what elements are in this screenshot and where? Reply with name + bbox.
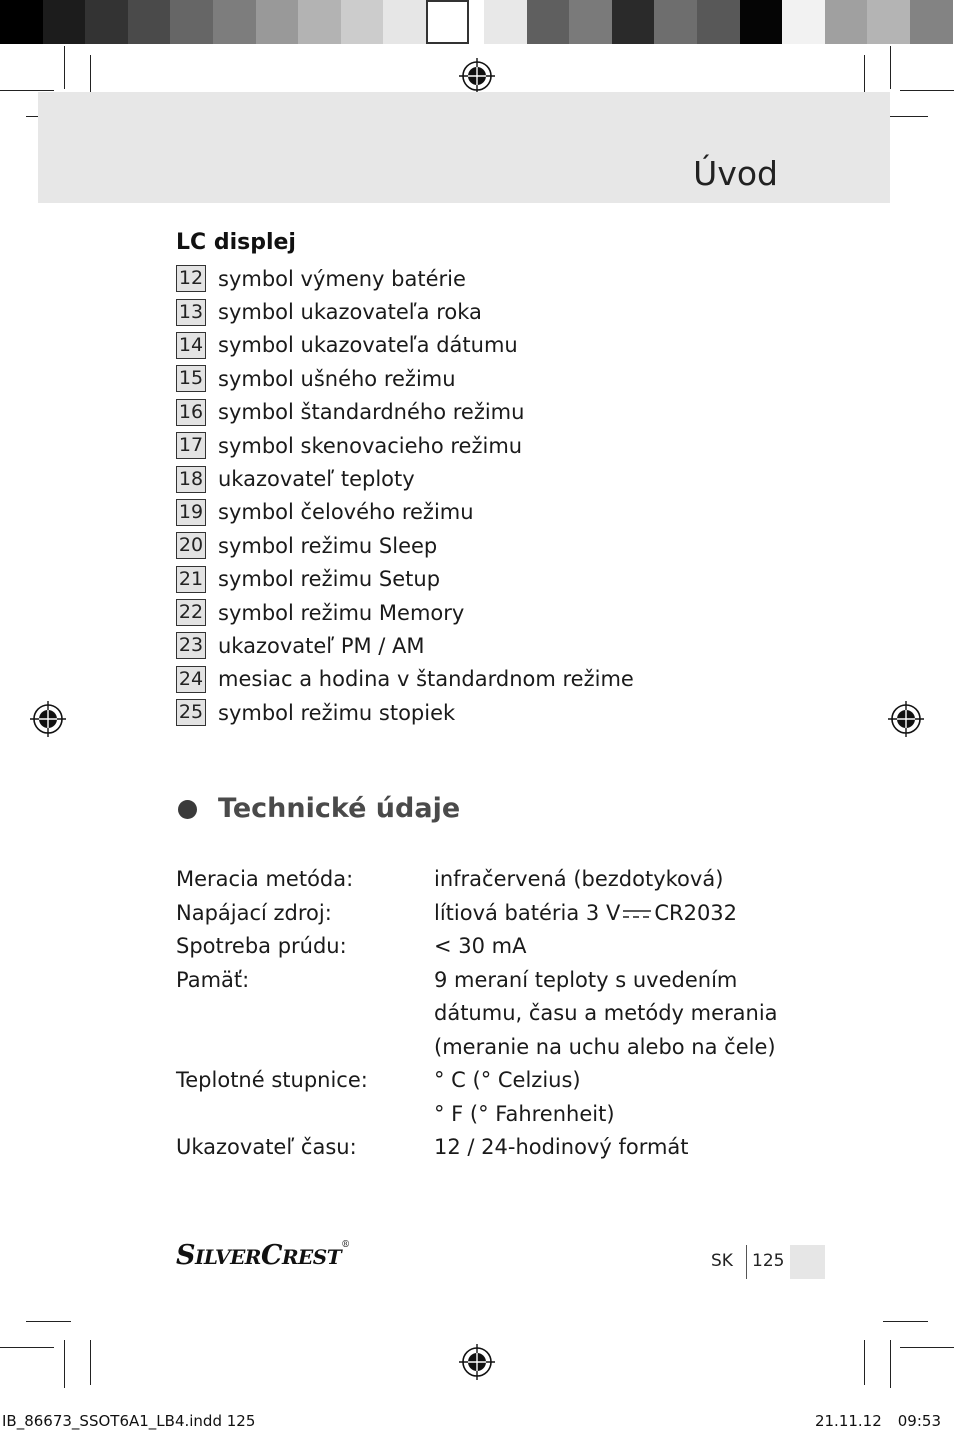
language-code: SK bbox=[711, 1251, 733, 1271]
brand-letters: ILVER bbox=[195, 1245, 261, 1269]
dc-current-icon bbox=[622, 908, 652, 920]
crop-mark bbox=[900, 1347, 954, 1348]
color-swatch bbox=[85, 0, 128, 44]
item-label: symbol skenovacieho režimu bbox=[218, 433, 523, 458]
item-label: ukazovateľ teploty bbox=[218, 467, 415, 492]
lc-list-item bbox=[176, 563, 634, 596]
color-swatch bbox=[697, 0, 740, 44]
lc-list-item bbox=[176, 629, 634, 662]
lc-list-item bbox=[176, 262, 634, 295]
spec-row bbox=[176, 1064, 816, 1131]
color-swatch bbox=[612, 0, 655, 44]
crop-mark bbox=[0, 1347, 54, 1348]
color-swatch bbox=[128, 0, 171, 44]
spec-label: Meracia metóda: bbox=[176, 867, 354, 891]
color-swatch bbox=[426, 0, 469, 44]
spec-label: Ukazovateľ času: bbox=[176, 1135, 357, 1159]
brand-letter: C bbox=[260, 1240, 282, 1271]
spec-value-line: dátumu, času a metódy merania bbox=[434, 1001, 778, 1025]
crop-mark bbox=[26, 1321, 71, 1322]
spec-value-line: ° F (° Fahrenheit) bbox=[434, 1101, 615, 1126]
item-number-box: 13 bbox=[176, 299, 206, 326]
spec-value-part: lítiová batéria 3 V bbox=[434, 900, 621, 925]
lc-list-item bbox=[176, 396, 634, 429]
slug-timestamp bbox=[799, 1412, 941, 1430]
item-label: symbol ušného režimu bbox=[218, 366, 456, 391]
crop-mark bbox=[0, 90, 54, 91]
lc-list-item bbox=[176, 696, 634, 729]
color-swatch bbox=[256, 0, 299, 44]
item-label: mesiac a hodina v štandardnom režime bbox=[218, 667, 634, 692]
spec-label: Teplotné stupnice: bbox=[176, 1068, 368, 1092]
color-swatch bbox=[341, 0, 384, 44]
color-swatch bbox=[383, 0, 426, 44]
item-number-box: 19 bbox=[176, 499, 206, 526]
lc-list-item bbox=[176, 429, 634, 462]
color-swatch bbox=[825, 0, 868, 44]
spec-value-line: infračervená (bezdotyková) bbox=[434, 867, 724, 891]
registered-mark: ® bbox=[341, 1240, 350, 1250]
item-number-box: 16 bbox=[176, 399, 206, 426]
spec-row bbox=[176, 863, 816, 897]
spec-label: Napájací zdroj: bbox=[176, 900, 332, 925]
lc-display-list bbox=[176, 262, 634, 729]
lc-list-item bbox=[176, 663, 634, 696]
crop-mark bbox=[64, 1340, 65, 1388]
color-swatch bbox=[213, 0, 256, 44]
item-number-box: 24 bbox=[176, 666, 206, 693]
spec-value bbox=[434, 1131, 816, 1165]
spec-row bbox=[176, 964, 816, 1065]
spec-value bbox=[434, 964, 816, 1065]
spec-label: Pamäť: bbox=[176, 967, 250, 992]
item-number-box: 22 bbox=[176, 599, 206, 626]
color-swatch bbox=[740, 0, 783, 44]
item-label: symbol režimu Sleep bbox=[218, 533, 438, 558]
item-label: symbol režimu stopiek bbox=[218, 700, 456, 725]
item-label: symbol výmeny batérie bbox=[218, 266, 466, 291]
spec-value bbox=[434, 930, 816, 964]
spec-value-line: (meranie na uchu alebo na čele) bbox=[434, 1034, 776, 1059]
color-swatch bbox=[527, 0, 570, 44]
slug-filename: IB_86673_SSOT6A1_LB4.indd 125 bbox=[2, 1412, 256, 1430]
slug-time: 09:53 bbox=[897, 1412, 941, 1430]
bullet-icon bbox=[178, 800, 197, 819]
spec-row bbox=[176, 930, 816, 964]
color-swatch bbox=[0, 0, 43, 44]
spec-value bbox=[434, 1064, 816, 1131]
item-number-box: 17 bbox=[176, 432, 206, 459]
crop-mark bbox=[64, 46, 65, 89]
item-number-box: 23 bbox=[176, 632, 206, 659]
item-label: ukazovateľ PM / AM bbox=[218, 633, 425, 658]
item-label: symbol režimu Memory bbox=[218, 600, 465, 625]
spec-value-part: CR2032 bbox=[654, 900, 738, 925]
crop-mark bbox=[864, 1340, 865, 1385]
spec-row bbox=[176, 897, 816, 931]
crop-mark bbox=[890, 46, 891, 89]
item-number-box: 20 bbox=[176, 532, 206, 559]
brand-letter: S bbox=[176, 1240, 195, 1271]
item-number-box: 21 bbox=[176, 566, 206, 593]
color-swatch bbox=[43, 0, 86, 44]
color-swatch bbox=[782, 0, 825, 44]
registration-mark-icon bbox=[459, 58, 495, 94]
color-swatch bbox=[170, 0, 213, 44]
spec-value bbox=[434, 897, 816, 931]
lc-list-item bbox=[176, 329, 634, 362]
brand-letters: REST bbox=[281, 1245, 342, 1269]
item-label: symbol režimu Setup bbox=[218, 567, 441, 592]
spec-value-line: 12 / 24-hodinový formát bbox=[434, 1135, 689, 1159]
lc-list-item bbox=[176, 496, 634, 529]
tech-data-table bbox=[176, 863, 816, 1165]
lc-list-item bbox=[176, 462, 634, 495]
item-label: symbol čelového režimu bbox=[218, 500, 474, 525]
item-label: symbol štandardného režimu bbox=[218, 400, 525, 425]
spec-value-line: 9 meraní teploty s uvedením bbox=[434, 967, 738, 992]
item-label: symbol ukazovateľa roka bbox=[218, 300, 482, 325]
lc-list-item bbox=[176, 362, 634, 395]
color-swatch bbox=[298, 0, 341, 44]
color-swatch bbox=[569, 0, 612, 44]
crop-mark bbox=[883, 1321, 928, 1322]
item-number-box: 15 bbox=[176, 365, 206, 392]
crop-mark bbox=[900, 90, 954, 91]
crop-mark bbox=[90, 1340, 91, 1385]
spec-label: Spotreba prúdu: bbox=[176, 934, 347, 958]
slug-date: 21.11.12 bbox=[814, 1412, 882, 1430]
item-number-box: 18 bbox=[176, 466, 206, 493]
crop-mark bbox=[890, 1340, 891, 1388]
item-number-box: 12 bbox=[176, 265, 206, 292]
lc-display-heading: LC displej bbox=[176, 230, 296, 255]
lc-list-item bbox=[176, 529, 634, 562]
item-label: symbol ukazovateľa dátumu bbox=[218, 333, 518, 358]
color-swatch bbox=[867, 0, 910, 44]
spec-value bbox=[434, 863, 816, 897]
tech-data-heading: Technické údaje bbox=[218, 793, 461, 824]
lc-list-item bbox=[176, 596, 634, 629]
lc-list-item bbox=[176, 295, 634, 328]
page-tab bbox=[790, 1245, 825, 1279]
brand-logo bbox=[176, 1240, 350, 1271]
color-swatch bbox=[484, 0, 527, 44]
item-number-box: 14 bbox=[176, 332, 206, 359]
spec-value-line bbox=[434, 897, 816, 931]
registration-mark-icon bbox=[459, 1344, 495, 1380]
registration-mark-icon bbox=[30, 701, 66, 737]
registration-mark-icon bbox=[888, 701, 924, 737]
color-swatch bbox=[654, 0, 697, 44]
section-title: Úvod bbox=[693, 154, 778, 193]
page-separator bbox=[746, 1245, 747, 1279]
item-number-box: 25 bbox=[176, 699, 206, 726]
page-number: 125 bbox=[752, 1251, 785, 1271]
spec-value-line: ° C (° Celzius) bbox=[434, 1068, 581, 1092]
spec-row bbox=[176, 1131, 816, 1165]
color-swatch bbox=[910, 0, 953, 44]
spec-value-line: < 30 mA bbox=[434, 934, 527, 958]
